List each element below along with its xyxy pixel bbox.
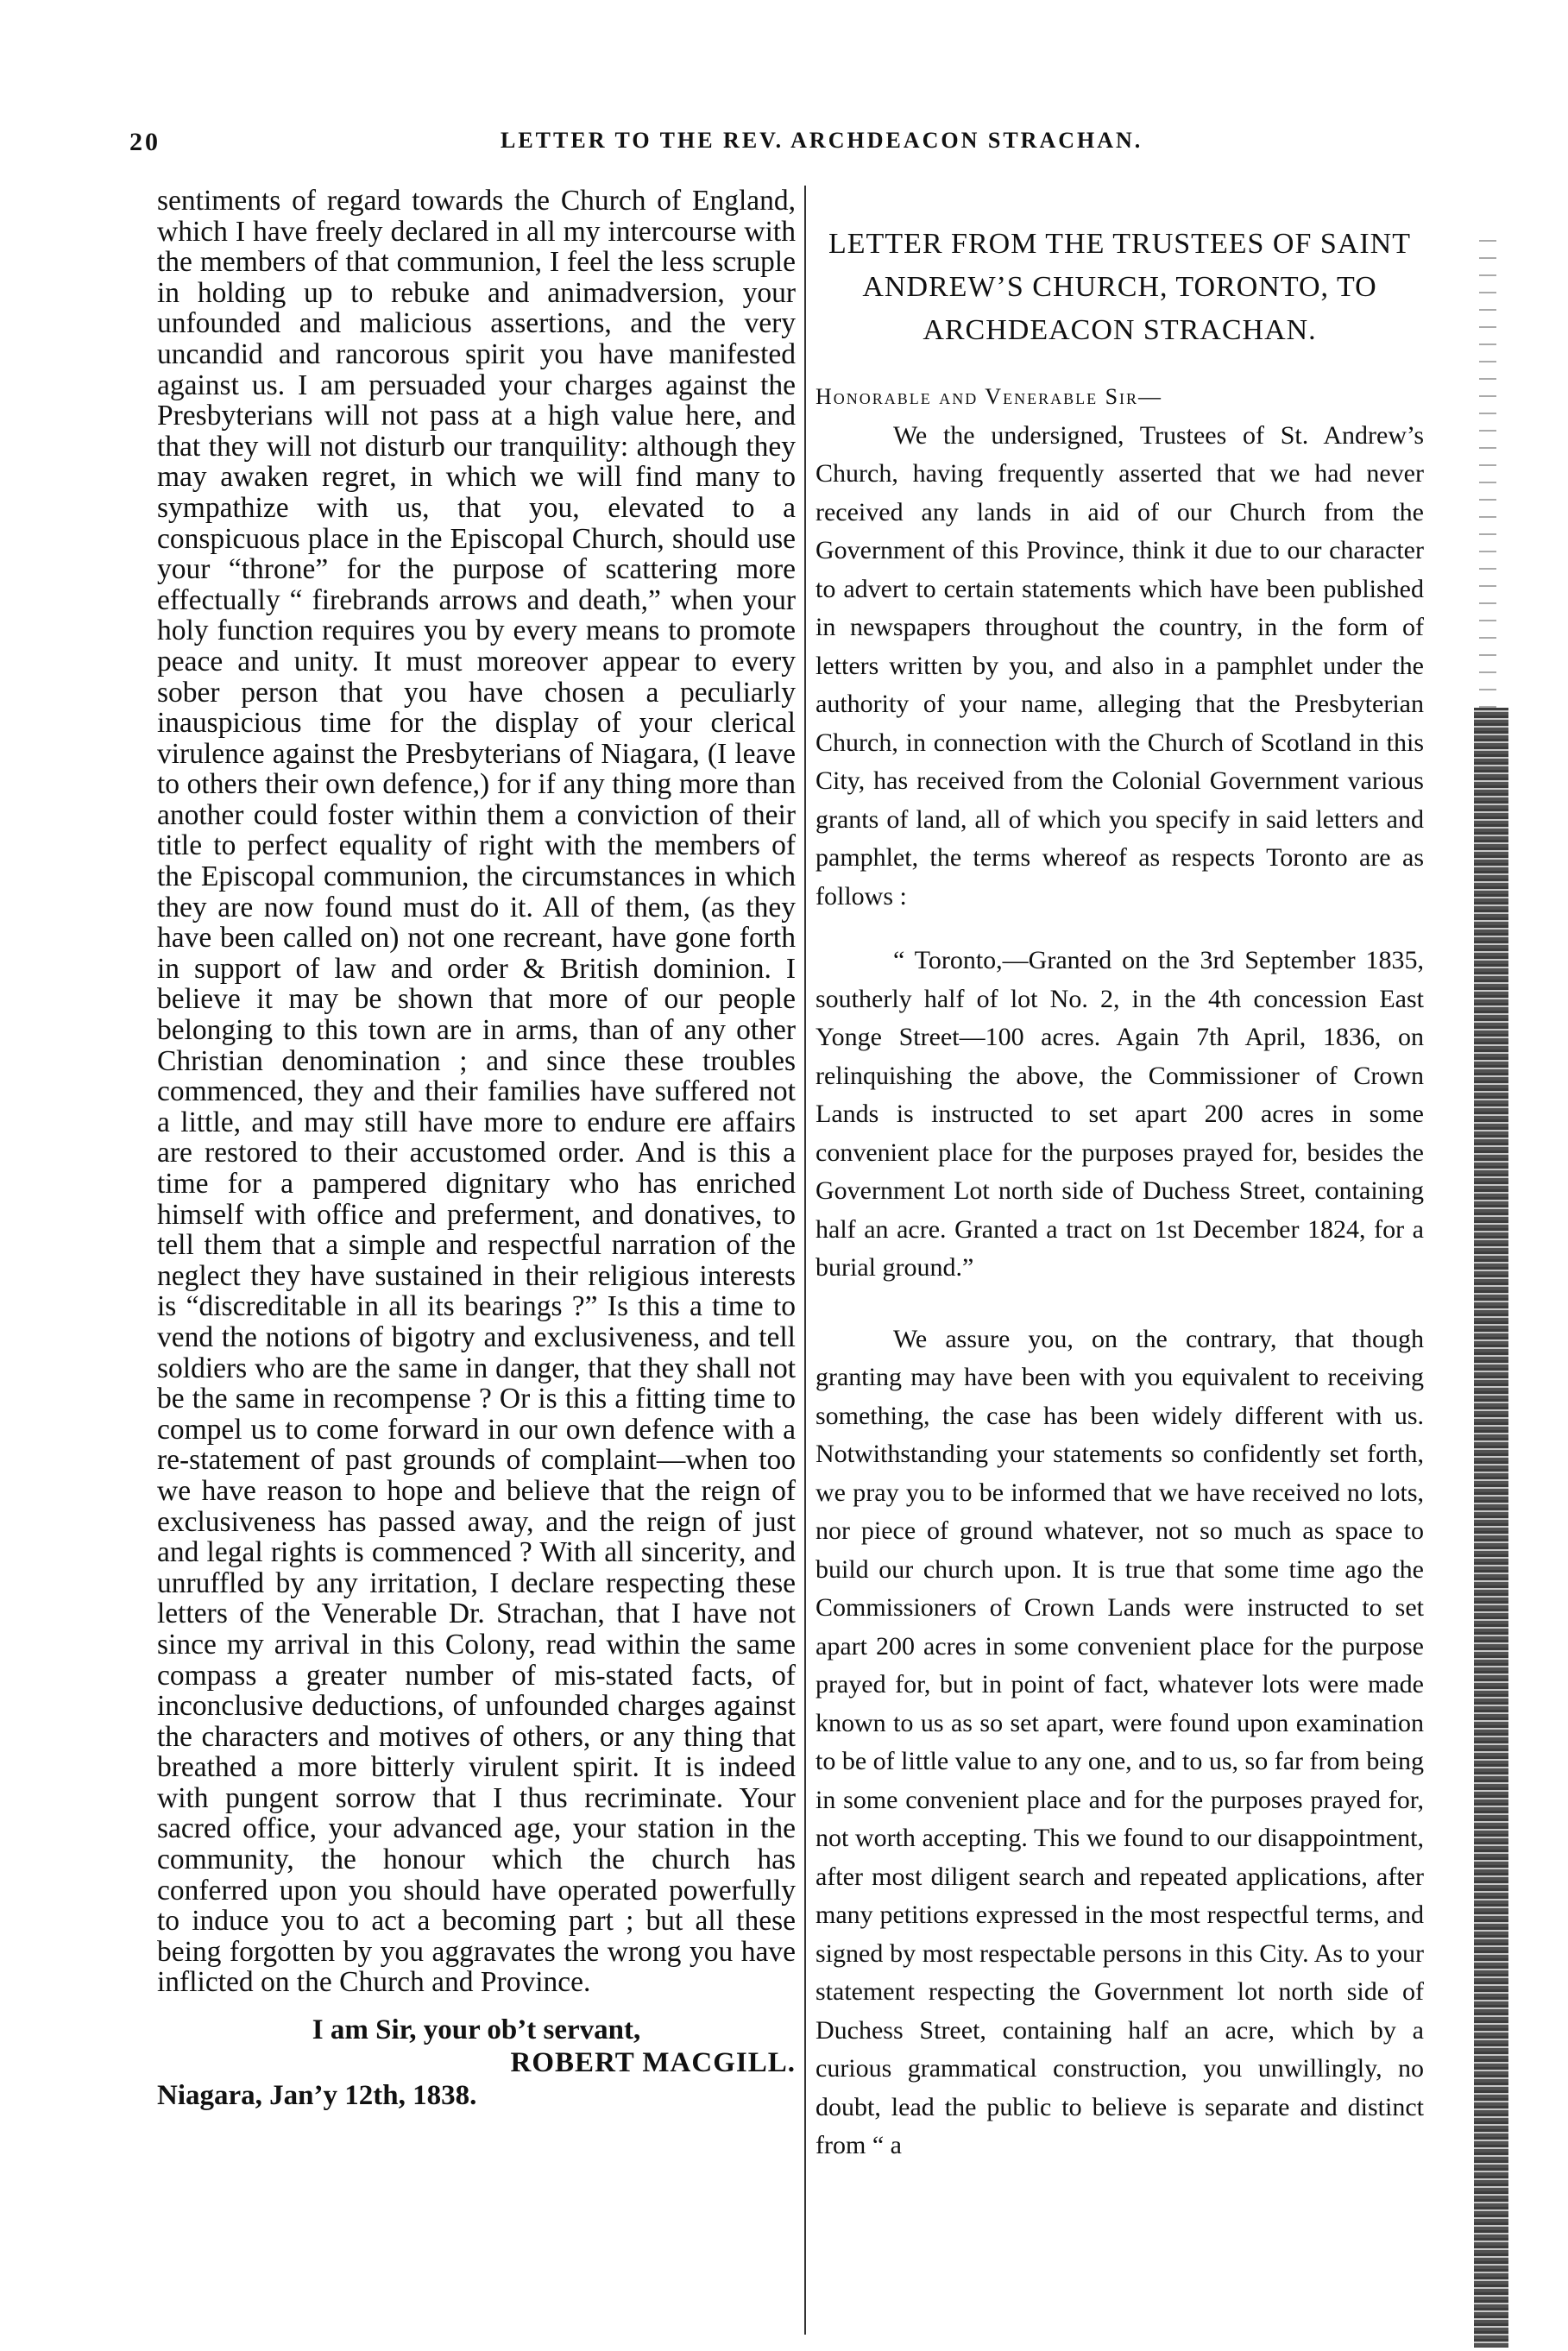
salutation: Honorable and Venerable Sir— (815, 384, 1163, 409)
right-column (815, 207, 1424, 2165)
letter-heading: LETTER FROM THE TRUSTEES OF SAINT ANDREW’S CHURCH, TORONTO, TO ARCHDEACON STRACHAN. (828, 228, 1411, 346)
signature-name: ROBERT MACGILL. (510, 2047, 796, 2079)
column-divider (804, 186, 806, 2335)
running-head-title: LETTER TO THE REV. ARCHDEACON STRACHAN. (501, 128, 1143, 153)
right-paragraph-1: We the undersigned, Trustees of St. Andrew’s Church, having frequently asserted that we had never received any lands in aid of our Church from the Government of this Province, think it due to our character to advert to certain statements which have been published in newspapers throughout the country, in the form of letters written by you, and also in a pamphlet under the authority of your name, alleging that the Presbyterian Church, in connection with the Church of Scotland in this City, has received from the Colonial Government various grants of land, all of which you specify in said letters and pamphlet, the terms whereof as respects Toronto are as follows : (815, 420, 1424, 911)
page-number: 20 (129, 128, 161, 156)
place-date: Niagara, Jan’y 12th, 1838. (157, 2080, 477, 2112)
closing-line: I am Sir, your ob’t servant, (312, 2014, 641, 2046)
page-edge-shadow (1479, 224, 1496, 708)
spacer (815, 916, 1424, 942)
page-edge-shadow (1474, 708, 1508, 2348)
spacer (815, 1288, 1424, 1320)
signature-block (157, 2014, 796, 2112)
right-paragraph-2: We assure you, on the contrary, that though granting may have been with you equivalent to receiving something, the case has been widely different with us. Notwithstanding your statements so confidently set forth, we pray you to be informed that we have received no lots, nor piece of ground whatever, not so much as space to build our church upon. It is true that some time ago the Commissioners of Crown Lands were instructed to set apart 200 acres in some convenient place for the purpose prayed for, but in point of fact, whatever lots were made known to us as so set apart, were found upon examination to be of little value to any one, and to us, so far from being in some convenient place and for the purposes prayed for, not worth accepting. This we found to our disappointment, after most diligent search and repeated applications, after many petitions expressed in the most respectful terms, and signed by most respectable persons in this City. As to your statement respecting the Government lot north side of Duchess Street, containing half an acre, which by a curious grammatical construction, you unwillingly, no doubt, lead the public to believe is separate and distinct from “ a (815, 1324, 1424, 2159)
left-column (157, 186, 796, 2112)
left-column-paragraph: sentiments of regard towards the Church of England, which I have freely declared in all my intercourse with the members of that communion, I feel the less scruple in holding up to rebuke and animadversion, your unfounded and malicious assertions, and the very uncandid and rancorous spirit you have manifested against us. I am persuaded your charges against the Presbyterians will not pass at a high value here, and that they will not disturb our tranquility: although they may awaken regret, in which we will find many to sympathize with us, that you, elevated to a conspicuous place in the Episcopal Church, should use your “throne” for the purpose of scattering more effectually “ firebrands arrows and death,” when your holy function requires you by every means to promote peace and unity. It must moreover appear to every sober person that you have chosen a peculiarly inauspicious time for the display of your clerical virulence against the Presbyterians of Niagara, (I leave to others their own defence,) for if any thing more than another could foster within them a conviction of their title to perfect equality of right with the members of the Episcopal communion, the circumstances in which they are now found must do it. All of them, (as they have been called on) not one recreant, have gone forth in support of law and order & British dominion. I believe it may be shown that more of our people belonging to this town are in arms, than of any other Christian denomination ; and since these troubles commenced, they and their families have suffered not a little, and may still have more to endure ere affairs are restored to their accustomed order. And is this a time for a pampered dignitary who has enriched himself with office and preferment, and donatives, to tell them that a simple and respectful narration of the neglect they have sustained in their religious interests is “discreditable in all its bearings ?” Is this a time to vend the notions of bigotry and exclusiveness, and tell soldiers who are the same in danger, that they shall not be the same in recompense ? Or is this a fitting time to compel us to come forward in our own defence with a re-statement of past grounds of complaint—when too we have reason to hope and believe that the reign of exclusiveness has passed away, and the reign of just and legal rights is commenced ? With all sincerity, and unruffled by any irritation, I declare respecting these letters of the Venerable Dr. Strachan, that I have not since my arrival in this Colony, read within the same compass a greater number of mis-stated facts, of inconclusive deductions, of unfounded charges against the characters and motives of others, or any thing that breathed a more bitterly virulent spirit. It is indeed with pungent sorrow that I thus recriminate. Your sacred office, your advanced age, your station in the community, the honour which the church has conferred upon you should have operated powerfully to induce you to act a becoming part ; but all these being forgotten by you aggravates the wrong you have inflicted on the Church and Province. (157, 185, 796, 1999)
quotation-paragraph: “ Toronto,—Granted on the 3rd September 1835, southerly half of lot No. 2, in the 4th concession East Yonge Street—100 acres. Again 7th April, 1836, on relinquishing the above, the Commissioner of Crown Lands is instructed to set apart 200 acres in some convenient place for the purposes prayed for, besides the Government Lot north side of Duchess Street, containing half an acre. Granted a tract on 1st December 1824, for a burial ground.” (815, 946, 1424, 1282)
